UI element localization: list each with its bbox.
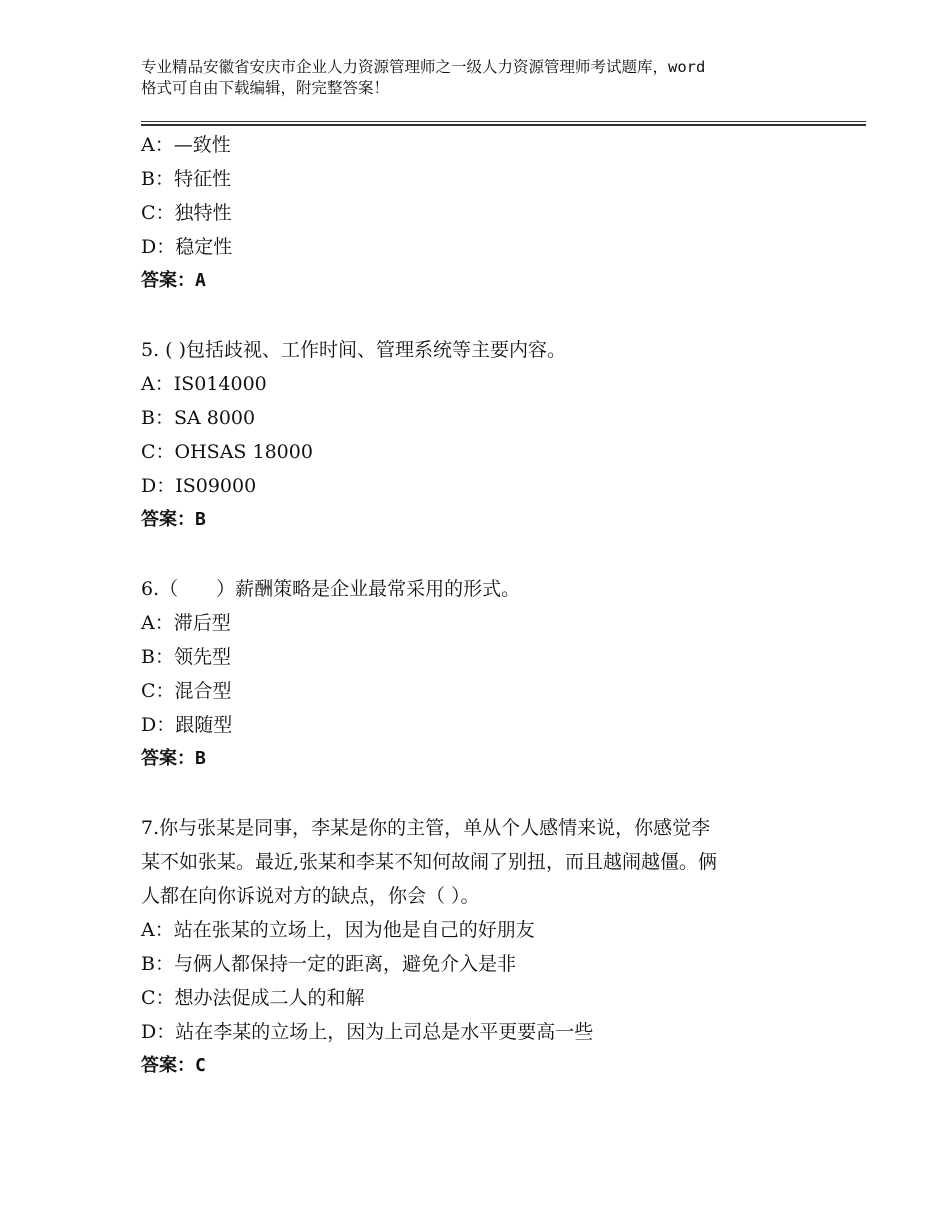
header-title-line-2: 格式可自由下载编辑，附完整答案！ <box>141 79 390 97</box>
option-a: A：站在张某的立场上，因为他是自己的好朋友 <box>141 919 535 941</box>
option-b: B：与俩人都保持一定的距离，避免介入是非 <box>141 953 516 975</box>
option-a: A：—致性 <box>141 134 231 156</box>
option-b: B：SA 8000 <box>141 407 256 429</box>
answer-label: 答案：C <box>141 1055 206 1076</box>
question-4 <box>141 128 821 298</box>
option-c: C：混合型 <box>141 680 232 702</box>
option-d: D：稳定性 <box>141 236 233 258</box>
question-7 <box>141 811 821 1083</box>
question-list <box>141 128 821 1083</box>
document-header <box>141 57 841 99</box>
answer-label: 答案：A <box>141 270 206 291</box>
question-stem-line-2: 某不如张某。最近,张某和李某不知何故闹了别扭，而且越闹越僵。俩 <box>141 851 718 873</box>
option-c: C：独特性 <box>141 202 232 224</box>
answer-label: 答案：B <box>141 748 206 769</box>
option-d: D：站在李某的立场上，因为上司总是水平更要高一些 <box>141 1021 594 1043</box>
question-6 <box>141 572 821 776</box>
question-stem: 6.（ ）薪酬策略是企业最常采用的形式。 <box>141 578 521 600</box>
header-divider-thin <box>141 121 866 122</box>
option-c: C：想办法促成二人的和解 <box>141 987 365 1009</box>
header-divider-thick <box>141 124 866 126</box>
question-5 <box>141 333 821 537</box>
spacer <box>141 298 821 333</box>
question-stem-line-3: 人都在向你诉说对方的缺点，你会（ ）。 <box>141 885 480 907</box>
answer-label: 答案：B <box>141 509 206 530</box>
option-c: C：OHSAS 18000 <box>141 441 313 463</box>
option-a: A：IS014000 <box>141 373 267 395</box>
question-stem-line-1: 7.你与张某是同事，李某是你的主管，单从个人感情来说，你感觉李 <box>141 817 711 839</box>
question-stem: 5. ( )包括歧视、工作时间、管理系统等主要内容。 <box>141 339 567 361</box>
option-d: D：IS09000 <box>141 475 257 497</box>
spacer <box>141 776 821 811</box>
option-b: B：领先型 <box>141 646 231 668</box>
header-title-line-1: 专业精品安徽省安庆市企业人力资源管理师之一级人力资源管理师考试题库，word <box>141 58 706 76</box>
option-a: A：滞后型 <box>141 612 231 634</box>
option-b: B：特征性 <box>141 168 231 190</box>
spacer <box>141 537 821 572</box>
option-d: D：跟随型 <box>141 714 233 736</box>
